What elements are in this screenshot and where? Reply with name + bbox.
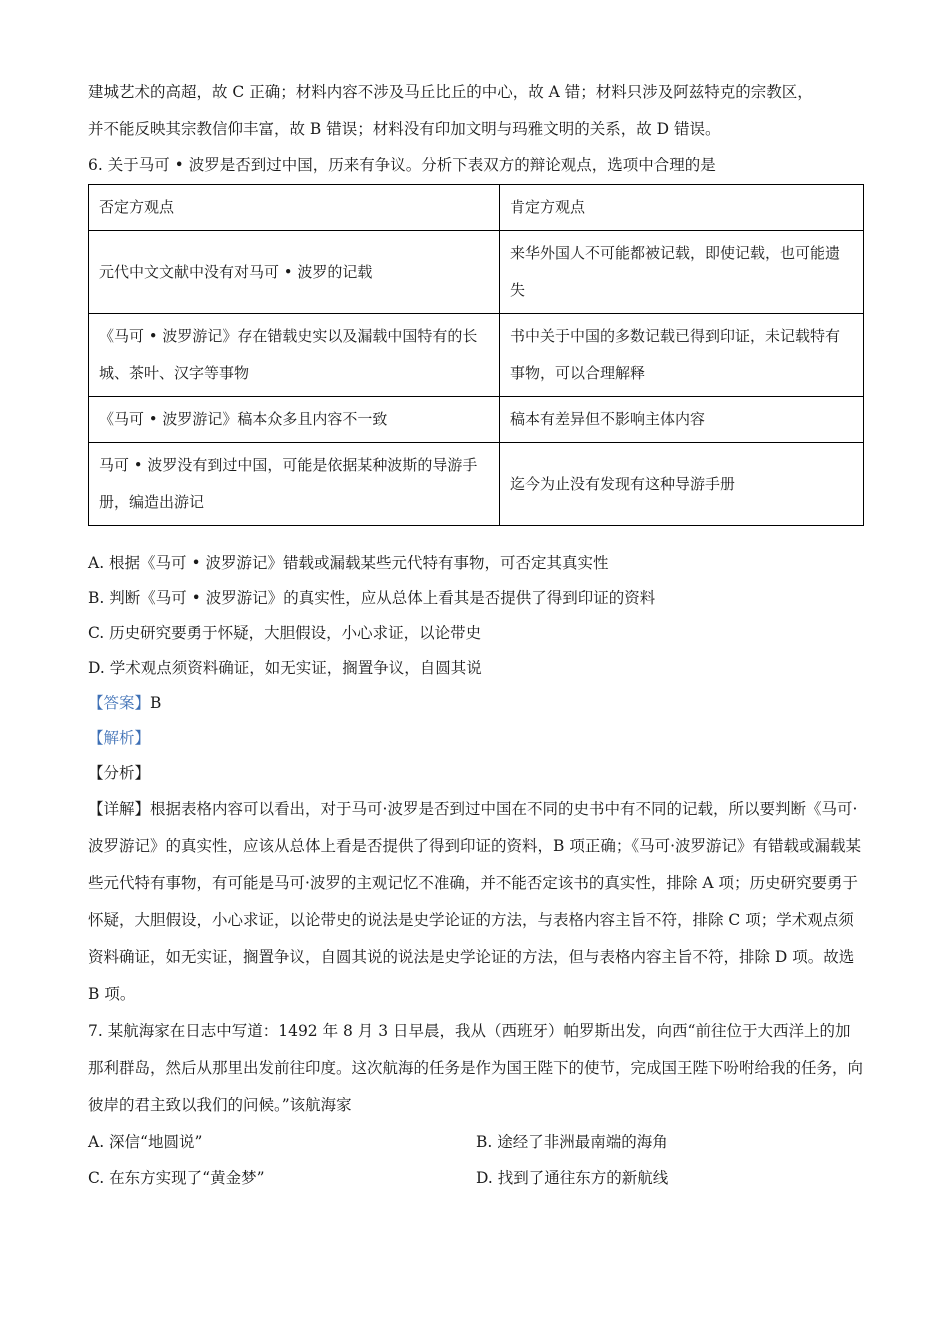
table-row [89,443,864,526]
option-a: A. 根据《马可 • 波罗游记》错载或漏载某些元代特有事物，可否定其真实性 [88,554,609,572]
table-cell: 迄今为止没有发现有这种导游手册 [500,443,864,526]
option-c: C. 历史研究要勇于怀疑，大胆假设，小心求证，以论带史 [88,624,482,642]
detail-tag: 【详解】 [88,800,151,818]
prev-explanation-line-2: 并不能反映其宗教信仰丰富，故 B 错误；材料没有印加文明与玛雅文明的关系，故 D 错误。 [88,120,721,138]
q7-option-c: C. 在东方实现了“黄金梦” [88,1169,265,1187]
q7-options-row-1 [88,1124,864,1160]
document-page [88,74,864,1196]
option-d: D. 学术观点须资料确证，如无实证，搁置争议，自圆其说 [88,659,482,677]
table-cell: 马可 • 波罗没有到过中国，可能是依据某种波斯的导游手册，编造出游记 [89,443,500,526]
analysis-tag: 【解析】 [88,729,151,747]
table-cell: 稿本有差异但不影响主体内容 [500,397,864,443]
prev-explanation-line-1: 建城艺术的高超，故 C 正确；材料内容不涉及马丘比丘的中心，故 A 错；材料只涉及阿兹特克的宗教区， [88,83,813,101]
question-7-stem: 7. 某航海家在日志中写道：1492 年 8 月 3 日早晨，我从（西班牙）帕罗斯出发，向西“前往位于大西洋上的加那利群岛，然后从那里出发前往印度。这次航海的任务是作为国王陛下的使节，完成国王陛下吩咐给我的任务，向彼岸的君主致以我们的问候。”该航海家 [88,1022,864,1114]
question-6-stem: 6. 关于马可 • 波罗是否到过中国，历来有争议。分析下表双方的辩论观点，选项中合理的是 [88,156,716,174]
table-cell: 书中关于中国的多数记载已得到印证，未记载特有事物，可以合理解释 [500,314,864,397]
table-cell: 来华外国人不可能都被记载，即使记载，也可能遗失 [500,231,864,314]
table-row [89,314,864,397]
q7-option-d: D. 找到了通往东方的新航线 [476,1169,669,1187]
detail-text: 根据表格内容可以看出，对于马可·波罗是否到过中国在不同的史书中有不同的记载，所以要判断《马可·波罗游记》的真实性，应该从总体上看是否提供了得到印证的资料，B 项正确；《马可·波罗游记》有错载或漏载某些元代特有事物，有可能是马可·波罗的主观记忆不准确，并不能否定该书的真实性，排除 A 项；历史研究要勇于怀疑，大胆假设，小心求证，以论带史的说法是史学论证的方法，与表格内容主旨不符，排除 C 项；学术观点须资料确证，如无实证，搁置争议，自圆其说的说法是史学论证的方法，但与表格内容主旨不符，排除 D 项。故选 B 项。 [88,800,861,1003]
q7-option-a: A. 深信“地圆说” [88,1133,203,1151]
detail-paragraph [88,791,864,1013]
q7-options-row-2 [88,1160,864,1196]
answer-value: B [150,694,162,712]
fenxi-tag: 【分析】 [88,764,151,782]
table-header-cell: 肯定方观点 [500,185,864,231]
table-cell: 《马可 • 波罗游记》存在错载史实以及漏载中国特有的长城、茶叶、汉字等事物 [89,314,500,397]
answer-line [88,686,864,721]
table-row [89,231,864,314]
debate-table [88,184,864,526]
q7-option-b: B. 途经了非洲最南端的海角 [476,1133,668,1151]
answer-tag: 【答案】 [88,694,151,712]
table-cell: 元代中文文献中没有对马可 • 波罗的记载 [89,231,500,314]
table-cell: 《马可 • 波罗游记》稿本众多且内容不一致 [89,397,500,443]
table-header-cell: 否定方观点 [89,185,500,231]
table-header-row [89,185,864,231]
option-b: B. 判断《马可 • 波罗游记》的真实性，应从总体上看其是否提供了得到印证的资料 [88,589,656,607]
table-row [89,397,864,443]
